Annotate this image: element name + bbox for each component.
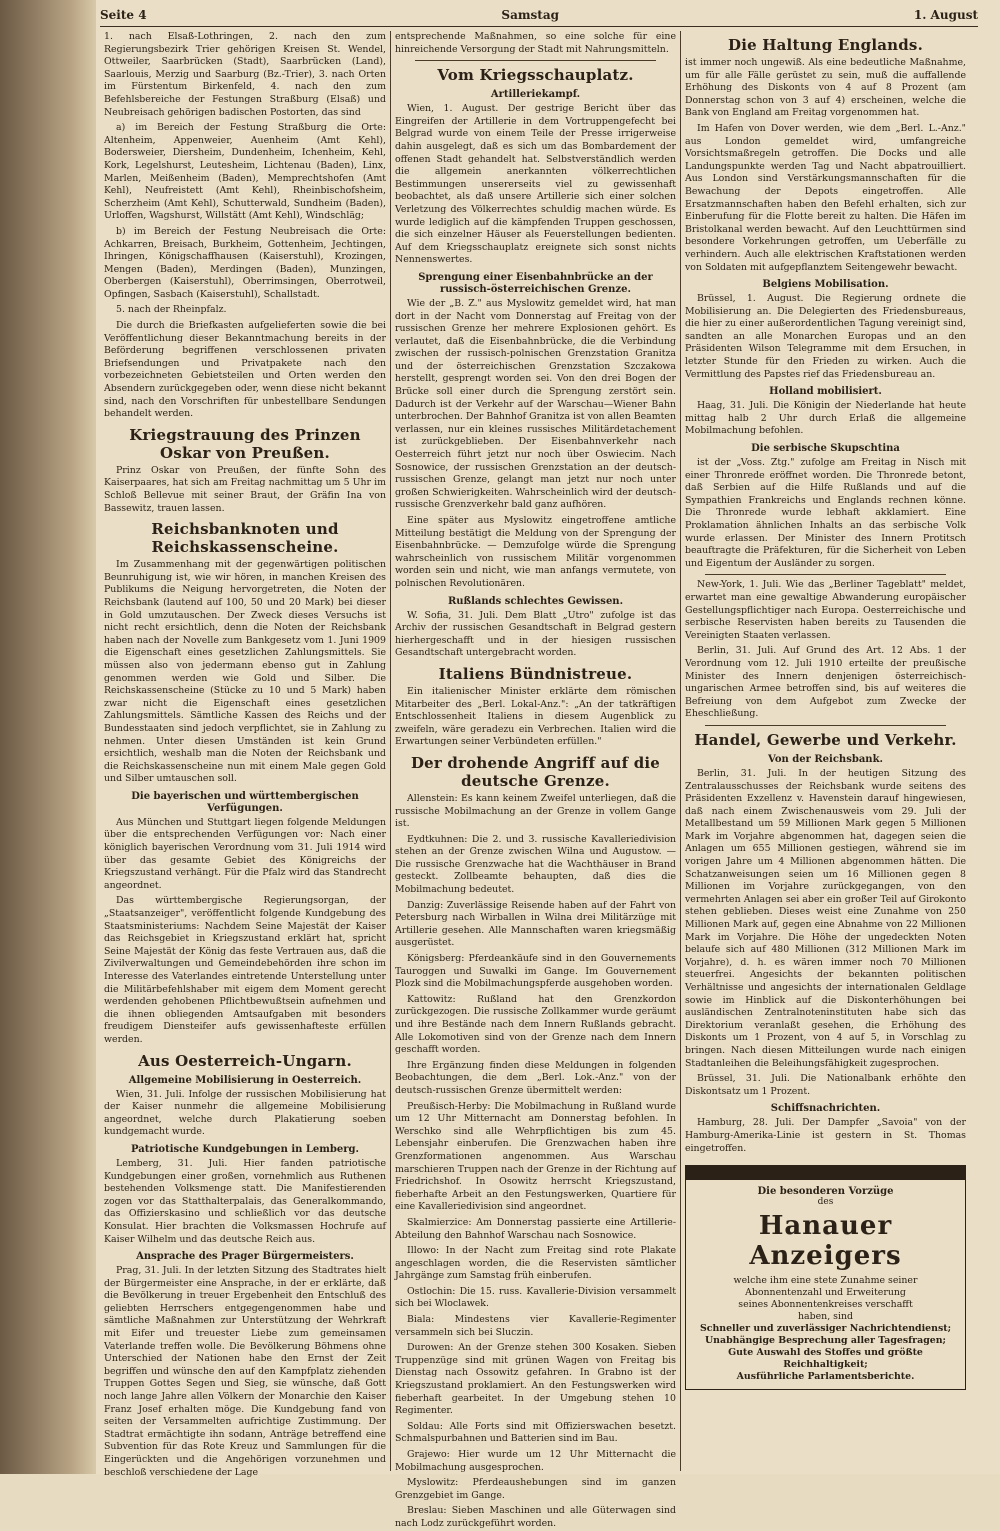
divider [705,725,946,726]
ad-line: Abonnentenzahl und Erweiterung [745,1287,906,1299]
subheadline-mobilization: Allgemeine Mobilisierung in Oesterreich. [128,1074,362,1086]
headline-banknotes: Reichsbanknoten und Reichskassenscheine. [151,520,339,557]
page-number: Seite 4 [100,8,147,22]
article-text: Eydtkuhnen: Die 2. und 3. russische Kavalleriedivision stehen an der Grenze zwischen Wilna und Augustow. — Die russische Grenzwache hat die Wachthäuser in Brand gesteckt. Zollbeamte behaupten, daß dies die Mobilmachung bedeutet. [395,833,676,896]
article-text: 5. nach der Rheinpfalz. [116,304,227,316]
article-text: Die durch die Briefkasten aufgelieferten sowie die bei Veröffentlichung dieser Bekanntmachung bereits in der Beförderung begriffenen verschlossenen privaten Briefsendungen und Privatpakete nach den vorbezeichneten Gebietsteilen und Orten werden den Absendern zurückgegeben oder, wenn diese nicht bekannt sind, nach den Vorschriften für unbestellbare Sendungen behandelt werden. [104,320,386,420]
headline-war-theater: Vom Kriegsschauplatz. [437,66,634,85]
issue-date: 1. August [913,8,978,22]
article-text: Ein italienischer Minister erklärte dem römischen Mitarbeiter des „Berl. Lokal-Anz.": „An der tatkräftigen Entschlossenheit Italiens in diesem Augenblick zu zweifeln, wäre geradezu ein Verbrechen. Italien wird die Erwartungen seiner Verbündeten erfüllen." [395,685,676,748]
column-1 [100,31,390,1478]
article-text: Illowo: In der Nacht zum Freitag sind rote Plakate angeschlagen worden, die die Reservisten sämtlicher Jahrgänge zum Samstag früh einberufen. [395,1245,676,1282]
advertisement-hanauer-anzeiger [685,1165,966,1390]
article-text: Ostlochin: Die 15. russ. Kavallerie-Division versammelt sich bei Wloclawek. [395,1285,676,1310]
ad-line: Schneller und zuverlässiger Nachrichtendienst; [699,1323,952,1335]
article-text: Allenstein: Es kann keinem Zweifel unterliegen, daß die russische Mobilmachung an der Grenze in vollem Gange ist. [395,792,676,830]
article-text: Ihre Ergänzung finden diese Meldungen in folgenden Beobachtungen, die dem „Berl. Lok.-Anz." von der deutsch-russischen Grenze übermittelt werden: [395,1059,676,1096]
article-text: 1. nach Elsaß-Lothringen, 2. nach den zum Regierungsbezirk Trier gehörigen Kreisen St. Wendel, Ottweiler, Saarbrücken (Stadt), Saarbrücken (Land), Saarlouis, Merzig und Saarburg (Bz.-Trier), 3. nach Orten im Fürstentum Birkenfeld, 4. nach den zum Befehlsbereiche der Festungen Straßburg (Elsaß) und Neubreisach gehörigen badischen Postorten, das sind [104,31,386,118]
article-text: Prinz Oskar von Preußen, der fünfte Sohn des Kaiserpaares, hat sich am Freitag nachmittag um 5 Uhr im Schloß Bellevue mit seiner Braut, der Gräfin Ina von Bassewitz, trauen lassen. [104,464,386,514]
subheadline-holland: Holland mobilisiert. [769,386,882,398]
article-text: Wie der „B. Z." aus Myslowitz gemeldet wird, hat man dort in der Nacht vom Donnerstag auf Freitag von der russischen Grenze her mehrere Explosionen gehört. Es verlautet, daß die Eisenbahnbrücke, die die Verbindung zwischen der russisch-polnischen Grenzstation Granitza und der österreichischen Grenzstation Szczakowa herstellt, gesprengt worden sei. Von den drei Bogen der Brücke soll einer durch die Sprengung zerstört sein. Dadurch ist der Verkehr auf der Warschau—Wiener Bahn unterbrochen. Der Bahnhof Granitza ist von allen Beamten verlassen, nur ein kleines russisches Militärdetachement ist zurückgeblieben. Der Eisenbahnverkehr nach Oesterreich führt jetzt nur noch über Oswiecim. Nach Sosnowice, der russischen Grenzstation an der deutsch-russischen Grenze, gelangt man jetzt nur noch unter großen Schwierigkeiten. Wahrscheinlich wird der deutsch-russische Grenzverkehr bald ganz aufhören. [395,297,676,511]
article-text: Eine später aus Myslowitz eingetroffene amtliche Mitteilung bestätigt die Meldung von der Sprengung der Eisenbahnbrücke. — Demzufolge würde die Sprengung wahrscheinlich von russischem Militär vorgenommen worden sein und nicht, wie man anfangs vermutete, von polnischen Revolutionären. [395,515,676,589]
article-text: Brüssel, 31. Juli. Die Nationalbank erhöhte den Diskontsatz um 1 Prozent. [685,1073,966,1097]
columns [100,31,978,1529]
divider [705,574,946,575]
ad-top-bar [686,1166,965,1180]
ad-line: Ausführliche Parlamentsberichte. [736,1371,915,1383]
subheadline-belgium: Belgiens Mobilisation. [762,279,889,291]
article-text: Berlin, 31. Juli. In der heutigen Sitzung des Zentralausschusses der Reichsbank wurde seitens des Präsidenten Exzellenz v. Havenstein darauf hingewiesen, daß nach einem Zwischenausweis vom 29. Juli der Metallbestand um 59 Millionen Mark gegen 5 Millionen Mark im Vorjahre abgenommen hat, dagegen seien die Anlagen um 655 Millionen gestiegen, während sie im vorigen Jahre um 4 Millionen abgenommen hätten. Die Schatzanweisungen seien um 16 Millionen gegen 8 Millionen im Vorjahre zurückgegangen, von den vermehrten Anlagen sei aber ein großer Teil auf Girokonto stehen geblieben. Dieses weist eine Zunahme von 250 Millionen Mark auf, gegen eine Abnahme von 22 Millionen Mark im Vorjahre. Die Höhe der ungedeckten Noten belaufe sich auf 480 Millionen (312 Millionen Mark im Vorjahre), d. h. es wären immer noch 70 Millionen steuerfrei. Angesichts der bekannten politischen Verhältnisse und angesichts der internationalen Geldlage sowie im Hinblick auf die Diskonterhöhungen bei ausländischen Zentralnoteninstituten habe sich das Direktorium veranlaßt gesehen, die Erhöhung des Diskonts um 1 Prozent, von 4 auf 5, in Vorschlag zu bringen. Nach diesen Mitteilungen wurde nach einigen Stadtanleihen die Beleihungsfähigkeit zugesprochen. [685,767,966,1069]
subheadline-bavaria: Die bayerischen und württembergischen Verfügungen. [131,790,359,814]
article-text: Grajewo: Hier wurde um 12 Uhr Mitternacht die Mobilmachung ausgesprochen. [395,1449,676,1473]
article-text: Durowen: An der Grenze stehen 300 Kosaken. Sieben Truppenzüge sind mit grünen Wagen von Freitag bis Dienstag nach Ossowitz gefahren. In Grabno ist der Kriegszustand proklamiert. An den Festungswerken wird fieberhaft gearbeitet. In der Umgebung stehen 10 Regimenter. [395,1342,676,1417]
article-text: ist der „Voss. Ztg." zufolge am Freitag in Nisch mit einer Thronrede eröffnet worden. Die Thronrede betont, daß Serbien auf die Hilfe Rußlands und auf die Sympathien Frankreichs und Englands rechnen könne. Die Thronrede wurde lebhaft akklamiert. Eine Proklamation ähnlichen Inhalts an das serbische Volk wurde erlassen. Der Minister des Innern Protitsch beauftragte die Präfekturen, für die Sicherheit von Leben und Eigentum der Ausländer zu sorgen. [685,457,966,569]
article-text: Wien, 31. Juli. Infolge der russischen Mobilisierung hat der Kaiser nunmehr die allgemeine Mobilisierung angeordnet, welche durch Plakatierung soeben kundgemacht wurde. [104,1088,386,1138]
article-text: Lemberg, 31. Juli. Hier fanden patriotische Kundgebungen einer großen, vornehmlich aus Ruthenen bestehenden Volksmenge statt. Die Manifestierenden zogen vor das Statthalterpalais, das Generalkommando, das Offizierskasino und schließlich vor das deutsche Konsulat. Hier brachten die Volksmassen Hochrufe auf Kaiser Wilhelm und das deutsche Reich aus. [104,1157,386,1245]
subheadline-shipping: Schiffsnachrichten. [770,1103,881,1115]
article-text: Das württembergische Regierungsorgan, der „Staatsanzeiger", veröffentlicht folgende Kundgebung des Staatsministeriums: Nachdem Seine Majestät der Kaiser das Reichsgebiet in Kriegszustand erklärt hat, spricht Seine Majestät der König das feste Vertrauen aus, daß die Zivilverwaltungen und Gemeindebehörden ihre schon im Interesse des Vaterlandes eintretende Unterstellung unter die Militärbefehlshaber mit eigem dem Moment gerecht werdenden gehobenen Pflichtbewußtsein aufnehmen und die ihnen obliegenden Amtsaufgaben mit besonders freudigem Diensteifer aufs gewissenhafteste erfüllen werden. [104,895,386,1045]
article-text: b) im Bereich der Festung Neubreisach die Orte: Achkarren, Breisach, Burkheim, Gottenheim, Jechtingen, Ihringen, Königschaffhausen (Kaiserstuhl), Krozingen, Mengen (Baden), Merdingen (Baden), Munzingen, Oberbergen (Kaiserstuhl), Oberrimsingen, Oberrotweil, Opfingen, Sasbach (Kaiserstuhl), Schallstadt. [104,225,386,300]
subheadline-russia: Rußlands schlechtes Gewissen. [447,595,624,607]
article-text: Brüssel, 1. August. Die Regierung ordnete die Mobilisierung an. Die Delegierten des Friedensbureaus, die hier zu einer außerordentlichen Tagung vereinigt sind, sandten an alle Monarchen Europas und an den Präsidenten Wilson Telegramme mit dem Ersuchen, in letzter Stunde für den Frieden zu wirken. Auch die Vermittlung des Papstes rief das Friedensbureau an. [685,293,966,380]
article-text: Prag, 31. Juli. In der letzten Sitzung des Stadtrates hielt der Bürgermeister eine Ansprache, in der er erklärte, daß die Bevölkerung in treuer Ergebenheit den Entschluß des geliebten Herrschers entgegengenommen habe und sämtliche Maßnahmen zur Unterstützung der Wehrkraft mit Eifer und treuester Liebe zum gemeinsamen Vaterlande treffen wolle. Die Bevölkerung Böhmens ohne Unterschied der Nationen habe den Ernst der Zeit begriffen und wünsche den auf den Kampfplatz ziehenden Truppen Gottes Segen und Sieg, sie wünsche, daß Gott noch lange Jahre allen Völkern der Monarchie den Kaiser Franz Josef erhalten möge. Die Kundgebung fand von seiten der Versammelten aufrichtige Zustimmung. Der Stadtrat ermächtigte ihn sodann, Anträge betreffend eine Subvention für das Rote Kreuz und Sammlungen für die Eingerückten und die Angehörigen vorzunehmen und beschloß verschiedene der Lage [104,1265,386,1478]
ad-line: seines Abonnentenkreises verschafft [738,1299,913,1311]
page-binding [0,0,96,1474]
article-text: Myslowitz: Pferdeaushebungen sind im ganzen Grenzgebiet im Gange. [395,1477,676,1501]
subheadline-lemberg: Patriotische Kundgebungen in Lemberg. [131,1143,359,1155]
article-text: Kattowitz: Rußland hat den Grenzkordon zurückgezogen. Die russische Zollkammer wurde geräumt und ihre Bestände nach dem Innern Rußlands gebracht. Alle Lokomotiven sind von der Grenze nach dem Innern geschafft worden. [395,993,676,1056]
column-3 [680,31,970,1471]
article-text: Skalmierzice: Am Donnerstag passierte eine Artillerie-Abteilung den Bahnhof Warschau nach Sosnowice. [395,1216,676,1241]
article-text: Im Zusammenhang mit der gegenwärtigen politischen Beunruhigung ist, wie wir hören, in manchen Kreisen des Publikums die Neigung hervorgetreten, die Noten der Reichsbank (lautend auf 100, 50 und 20 Mark) bei dieser in Gold umzutauschen. Der Zweck dieses Versuchs ist nicht recht ersichtlich, denn die Noten der Reichsbank haben nach der Novelle zum Bankgesetz vom 1. Juni 1909 die Eigenschaft eines gesetzlichen Zahlungsmittels. Sie müssen also von jedermann ebenso gut in Zahlung genommen werden wie Gold und Silber. Die Reichskassenscheine (Stücke zu 10 und 5 Mark) haben zwar nicht die Eigenschaft eines gesetzlichen Zahlungsmittels. Sämtliche Kassen des Reichs und der Bundesstaaten sind jedoch verpflichtet, sie in Zahlung zu nehmen. Unter diesen Umständen ist kein Grund ersichtlich, weshalb man die Noten der Reichsbank und die Reichskassenscheine nun mit einem Male gegen Gold und Silber umtauschen soll. [104,559,386,785]
article-text: entsprechende Maßnahmen, so eine solche für eine hinreichende Versorgung der Stadt mit Nahrungsmitteln. [395,31,676,55]
ad-line: welche ihm eine stete Zunahme seiner [733,1275,918,1287]
page-header [100,8,978,27]
ad-line: Gute Auswahl des Stoffes und größte Reichhaltigkeit; [728,1347,923,1371]
column-2 [390,31,680,1529]
subheadline-serbia: Die serbische Skupschtina [751,443,900,455]
ad-line: haben, sind [797,1311,854,1323]
article-text: Soldau: Alle Forts sind mit Offizierswachen besetzt. Schmalspurbahnen und Batterien sind im Bau. [395,1420,676,1445]
article-text: Danzig: Zuverlässige Reisende haben auf der Fahrt von Petersburg nach Wirballen in Wilna drei Militärzüge mit Artillerie gesehen. Alle Mannschaften waren kriegsmäßig ausgerüstet. [395,899,676,949]
article-text: W. Sofia, 31. Juli. Dem Blatt „Utro" zufolge ist das Archiv der russischen Gesandtschaft in Belgrad gestern hierhergeschafft und in der hiesigen russischen Gesandtschaft untergebracht worden. [395,609,676,659]
article-text: Im Hafen von Dover werden, wie dem „Berl. L.-Anz." aus London gemeldet wird, umfangreiche Vorsichtsmaßregeln getroffen. Die Docks und alle Landungspunkte werden Tag und Nacht abpatrouilliert. Aus London sind Verstärkungsmannschaften für die Bewachung der Depots eingetroffen. Alle Ersatzmannschaften haben den Befehl erhalten, sich zur Einberufung für die Flotte bereit zu halten. Die Häfen im Bristolkanal werden bewacht. Auf den Leuchttürmen sind besondere Vorkehrungen getroffen, um Ueberfälle zu verhindern. Auch alle elektrischen Kraftstationen werden von Soldaten mit aufgepflanztem Seitengewehr bewacht. [685,122,966,273]
article-text: Wien, 1. August. Der gestrige Bericht über das Eingreifen der Artillerie in dem Vortruppengefecht bei Belgrad wurde von einem Teile der Presse irrigerweise dahin ausgelegt, daß es sich um das Bombardement der offenen Stadt gehandelt hat. Selbstverständlich werden die allgemein anerkannten völkerrechtlichen Bestimmungen unsererseits viel zu gewissenhaft beobachtet, als daß unsere Artillerie sich einer solchen Verletzung des Völkerrechtes schuldig machen würde. Es wurde lediglich auf die kämpfenden Truppen geschossen, die sich einzelner Häuser als Feuerstellungen bedienten. Auf dem Kriegsschauplatz ereignete sich sonst nichts Nennenswertes. [395,103,676,266]
headline-oskar: Kriegstrauung des Prinzen Oskar von Preußen. [129,425,361,462]
article-text: Haag, 31. Juli. Die Königin der Niederlande hat heute mittag halb 2 Uhr durch Erlaß die allgemeine Mobilmachung befohlen. [685,400,966,437]
ad-des: des [817,1197,834,1208]
headline-austria: Aus Oesterreich-Ungarn. [138,1051,352,1070]
headline-italy: Italiens Bündnistreue. [438,664,633,683]
ad-intro: Die besonderen Vorzüge [757,1186,894,1198]
weekday: Samstag [501,8,560,22]
headline-trade: Handel, Gewerbe und Verkehr. [694,730,957,749]
article-text: New-York, 1. Juli. Wie das „Berliner Tageblatt" meldet, erwartet man eine gewaltige Abwanderung europäischer Gestellungspflichtiger nach Europa. Oesterreichische und serbische Reservisten haben bereits zu Tausenden die Vereinigten Staaten verlassen. [685,579,966,641]
headline-england: Die Haltung Englands. [727,36,924,54]
subheadline-artillery: Artilleriekampf. [490,89,581,101]
article-text: Biala: Mindestens vier Kavallerie-Regimenter versammeln sich bei Sluczin. [395,1314,676,1338]
headline-border-attack: Der drohende Angriff auf die deutsche Grenze. [410,753,661,790]
article-text: Hamburg, 28. Juli. Der Dampfer „Savoia" von der Hamburg-Amerika-Linie ist gestern in St. Thomas eingetroffen. [685,1117,966,1154]
article-text: a) im Bereich der Festung Straßburg die Orte: Altenheim, Appenweier, Auenheim (Amt Kehl), Bodersweier, Diersheim, Dundenheim, Ichenheim, Kehl, Kork, Legelshurst, Leutesheim, Lichtenau (Baden), Linx, Marlen, Meißenheim (Baden), Memprechtshofen (Amt Kehl), Neufreistett (Amt Kehl), Rheinbischofsheim, Scherzheim (Amt Kehl), Schutterwald, Sundheim (Baden), Urloffen, Wagshurst, Willstätt (Amt Kehl), Windschläg; [104,122,386,222]
subheadline-reichsbank: Von der Reichsbank. [768,753,883,765]
article-text: Preußisch-Herby: Die Mobilmachung in Rußland wurde um 12 Uhr Mitternacht am Donnerstag befohlen. In Werschko sind alle Wehrpflichtigen bis zum 45. Lebensjahr einberufen. Die Grenzwachen haben ihre Grenzformationen angenommen. Aus Warschau marschieren Truppen nach der Grenze in der Richtung auf Friedrichshof. In Osowitz herrscht Kriegszustand, fieberhafte Arbeit an den Festungswerken, Quartiere für eine Kavalleriedivision sind angeordnet. [395,1100,676,1213]
ad-title: Hanauer Anzeigers [749,1211,902,1272]
divider [415,60,656,61]
subheadline-prague: Ansprache des Prager Bürgermeisters. [136,1251,354,1263]
article-text: Aus München und Stuttgart liegen folgende Meldungen über die entsprechenden Verfügungen vor: Nach einer königlich bayerischen Verordnung vom 31. Juli 1914 wird über das gesamte Gebiet des Königreichs der Kriegszustand verhängt. Für die Pfalz wird das Standrecht angeordnet. [104,816,386,891]
subheadline-bridge: Sprengung einer Eisenbahnbrücke an der russisch-österreichischen Grenze. [418,271,653,295]
article-text: Breslau: Sieben Maschinen und alle Güterwagen sind nach Lodz zurückgeführt worden. [395,1505,676,1529]
article-text: Berlin, 31. Juli. Auf Grund des Art. 12 Abs. 1 der Verordnung vom 12. Juli 1910 erteilte der preußische Minister des Innern denjenigen österreichisch-ungarischen Armee betroffen sind, bis auf weiteres die Befreiung von dem Aufgebot zum Zwecke der Eheschließung. [685,645,966,720]
article-text: ist immer noch ungewiß. Als eine bedeutliche Maßnahme, um für alle Fälle gerüstet zu sein, muß die auffallende Erhöhung des Diskonts von 4 auf 8 Prozent (am Donnerstag schon von 3 auf 4) erscheinen, welche die Bank von England am Freitag vorgenommen hat. [685,57,966,119]
article-text: Königsberg: Pferdeankäufe sind in den Gouvernements Tauroggen und Suwalki im Gange. Im Gouvernement Plozk sind die Mobilmachungspferde ausgehoben worden. [395,953,676,990]
ad-line: Unabhängige Besprechung aller Tagesfragen; [705,1335,946,1347]
